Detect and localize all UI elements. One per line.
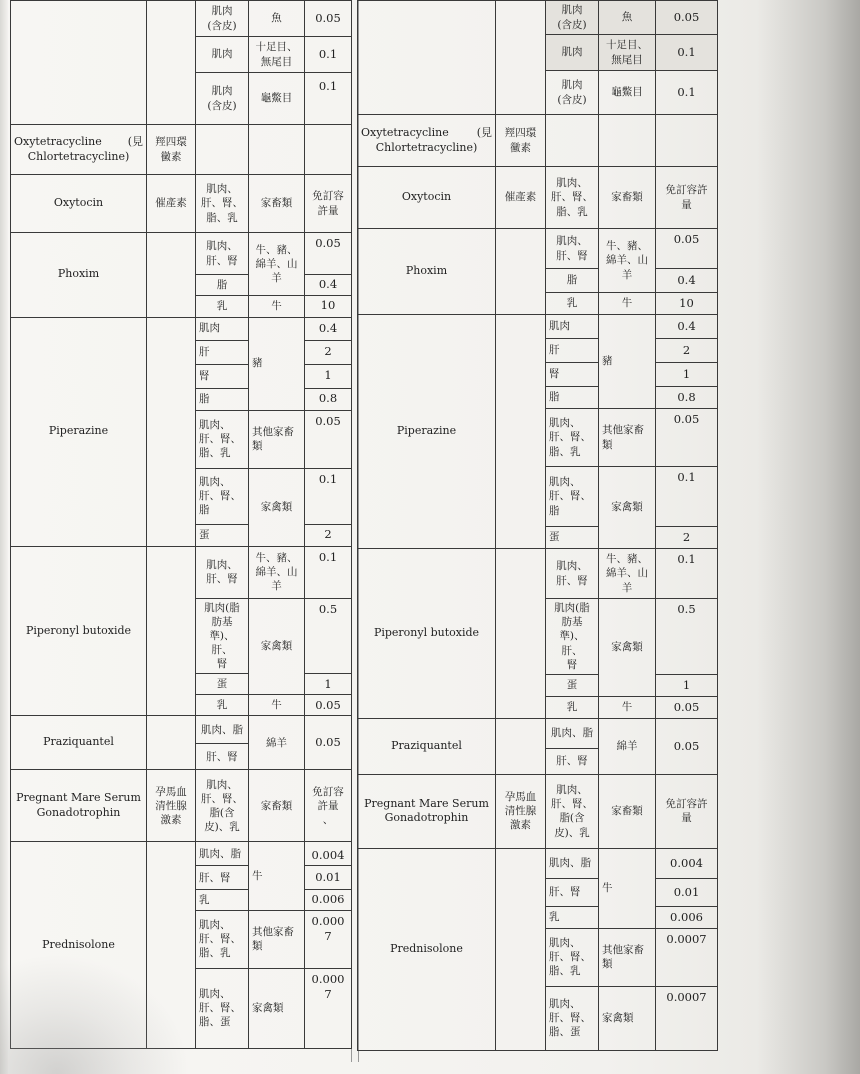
mrl-cell: 0.0007 bbox=[656, 986, 718, 1050]
cat-cell bbox=[496, 848, 546, 1050]
mrl-cell: 0.05 bbox=[656, 696, 718, 718]
animal-cell: 魚 bbox=[599, 1, 656, 35]
mrl-cell: 免訂容 許量 bbox=[305, 175, 352, 233]
mrl-cell: 0.1 bbox=[305, 468, 352, 524]
animal-cell: 家畜類 bbox=[599, 774, 656, 848]
mrl-cell: 2 bbox=[656, 527, 718, 549]
mrl-cell: 0.05 bbox=[305, 716, 352, 770]
mrl-cell: 0.4 bbox=[305, 275, 352, 296]
tissue-cell: 蛋 bbox=[546, 527, 599, 549]
drug-name-prednisolone: Prednisolone bbox=[358, 848, 496, 1050]
mrl-cell: 0.006 bbox=[656, 906, 718, 928]
drug-name-part: Chlortetracycline) bbox=[27, 149, 130, 163]
animal-cell: 家禽類 bbox=[599, 599, 656, 697]
animal-cell: 家禽類 bbox=[249, 968, 305, 1048]
tissue-cell: 肌肉、脂 bbox=[546, 848, 599, 878]
tissue-cell: 肌肉、脂 bbox=[196, 716, 249, 744]
cat-cell bbox=[147, 546, 196, 716]
mrl-cell: 免訂容許 量 bbox=[656, 167, 718, 229]
residue-table-left bbox=[10, 0, 352, 1049]
tissue-cell: 肌肉、 肝、腎、 脂、乳 bbox=[546, 409, 599, 467]
tissue-cell: 肌肉、 肝、腎、 脂 bbox=[546, 467, 599, 527]
animal-cell: 其他家畜 類 bbox=[249, 910, 305, 968]
tissue-cell: 肌肉 bbox=[546, 315, 599, 339]
mrl-cell: 10 bbox=[656, 293, 718, 315]
mrl-cell: 0.01 bbox=[656, 878, 718, 906]
mrl-cell: 0.1 bbox=[305, 73, 352, 125]
drug-name-part: (見 bbox=[127, 134, 143, 148]
drug-name-pmsg: Pregnant Mare Serum Gonadotrophin bbox=[358, 774, 496, 848]
mrl-cell: 10 bbox=[305, 295, 352, 317]
mrl-cell: 1 bbox=[305, 674, 352, 695]
tissue-cell bbox=[196, 125, 249, 175]
animal-cell: 牛 bbox=[249, 695, 305, 716]
tissue-cell: 肌肉 bbox=[196, 37, 249, 73]
cat-cell bbox=[496, 315, 546, 549]
cat-cell bbox=[496, 718, 546, 774]
animal-cell: 綿羊 bbox=[599, 718, 656, 774]
tissue-cell: 肌肉、 肝、腎、 脂、乳 bbox=[546, 167, 599, 229]
tissue-cell: 肌肉 (含皮) bbox=[196, 73, 249, 125]
drug-name-pmsg: Pregnant Mare Serum Gonadotrophin bbox=[11, 770, 147, 842]
animal-cell: 牛、豬、 綿羊、山 羊 bbox=[249, 546, 305, 598]
mrl-cell: 0.05 bbox=[305, 695, 352, 716]
tissue-cell: 乳 bbox=[546, 293, 599, 315]
mrl-cell: 0.05 bbox=[656, 229, 718, 269]
drug-name-prednisolone: Prednisolone bbox=[11, 842, 147, 1049]
animal-cell: 家禽類 bbox=[599, 467, 656, 549]
drug-name-oxytetracycline bbox=[358, 115, 496, 167]
mrl-cell: 0.004 bbox=[305, 842, 352, 866]
mrl-cell: 0.006 bbox=[305, 890, 352, 911]
mrl-cell: 1 bbox=[656, 674, 718, 696]
name-cell bbox=[358, 1, 496, 115]
mrl-cell: 免訂容 許量 、 bbox=[305, 770, 352, 842]
mrl-cell bbox=[305, 125, 352, 175]
drug-name-part: Oxytetracycline bbox=[361, 125, 449, 139]
animal-cell: 牛 bbox=[249, 295, 305, 317]
drug-category: 羥四環 黴素 bbox=[496, 115, 546, 167]
animal-cell: 豬 bbox=[249, 317, 305, 410]
tissue-cell: 乳 bbox=[196, 695, 249, 716]
mrl-cell: 0.1 bbox=[656, 549, 718, 599]
tissue-cell: 肌肉、 肝、腎、 脂(含 皮)、乳 bbox=[196, 770, 249, 842]
mrl-cell: 0.4 bbox=[656, 269, 718, 293]
tissue-cell: 肌肉(脂 肪基 準)、肝、 腎 bbox=[546, 599, 599, 675]
tissue-cell: 脂 bbox=[546, 387, 599, 409]
mrl-cell: 2 bbox=[305, 524, 352, 546]
mrl-cell: 0.1 bbox=[305, 546, 352, 598]
cat-cell bbox=[147, 233, 196, 318]
drug-name-phoxim: Phoxim bbox=[358, 229, 496, 315]
page-spine bbox=[0, 0, 8, 1074]
drug-name-part: Chlortetracycline) bbox=[375, 140, 478, 154]
animal-cell: 其他家畜 類 bbox=[599, 928, 656, 986]
tissue-cell: 肝、腎 bbox=[196, 744, 249, 770]
cat-cell bbox=[496, 229, 546, 315]
drug-name-piperazine: Piperazine bbox=[11, 317, 147, 546]
animal-cell: 牛 bbox=[249, 842, 305, 911]
mrl-cell: 0.0007 bbox=[305, 968, 352, 1048]
animal-cell: 魚 bbox=[249, 1, 305, 37]
animal-cell: 其他家畜 類 bbox=[599, 409, 656, 467]
animal-cell: 家畜類 bbox=[249, 770, 305, 842]
tissue-cell: 蛋 bbox=[196, 524, 249, 546]
mrl-cell: 0.05 bbox=[656, 1, 718, 35]
tissue-cell: 腎 bbox=[546, 363, 599, 387]
tissue-cell: 乳 bbox=[196, 295, 249, 317]
animal-cell: 綿羊 bbox=[249, 716, 305, 770]
mrl-cell: 0.01 bbox=[305, 866, 352, 890]
tissue-cell: 蛋 bbox=[196, 674, 249, 695]
mrl-cell bbox=[656, 115, 718, 167]
cat-cell bbox=[147, 842, 196, 1049]
mrl-cell: 2 bbox=[305, 340, 352, 364]
animal-cell: 牛、豬、 綿羊、山 羊 bbox=[599, 229, 656, 293]
tissue-cell: 乳 bbox=[546, 696, 599, 718]
animal-cell: 家禽類 bbox=[249, 598, 305, 695]
mrl-cell: 0.1 bbox=[656, 35, 718, 71]
mrl-cell: 1 bbox=[656, 363, 718, 387]
tissue-cell: 肌肉、脂 bbox=[546, 718, 599, 748]
mrl-cell: 0.05 bbox=[656, 718, 718, 774]
mrl-cell: 0.05 bbox=[305, 410, 352, 468]
mrl-cell: 0.0007 bbox=[656, 928, 718, 986]
tissue-cell: 肌肉 (含皮) bbox=[546, 1, 599, 35]
animal-cell: 十足目、 無尾目 bbox=[599, 35, 656, 71]
tissue-cell: 乳 bbox=[546, 906, 599, 928]
tissue-cell: 肌肉、 肝、腎、 脂 bbox=[196, 468, 249, 524]
mrl-cell: 1 bbox=[305, 364, 352, 388]
drug-category: 孕馬血 清性腺 激素 bbox=[147, 770, 196, 842]
animal-cell: 牛 bbox=[599, 848, 656, 928]
animal-cell: 牛 bbox=[599, 696, 656, 718]
drug-name-part: Oxytetracycline bbox=[14, 134, 102, 148]
animal-cell: 龜鱉目 bbox=[249, 73, 305, 125]
cat-cell bbox=[147, 716, 196, 770]
tissue-cell: 肌肉 bbox=[546, 35, 599, 71]
animal-cell: 牛、豬、 綿羊、山 羊 bbox=[599, 549, 656, 599]
drug-category: 催產素 bbox=[496, 167, 546, 229]
mrl-cell: 0.5 bbox=[305, 598, 352, 674]
tissue-cell: 脂 bbox=[546, 269, 599, 293]
mrl-cell: 0.1 bbox=[656, 71, 718, 115]
mrl-cell: 0.1 bbox=[305, 37, 352, 73]
tissue-cell: 肌肉、脂 bbox=[196, 842, 249, 866]
cat-cell bbox=[147, 317, 196, 546]
mrl-cell: 0.05 bbox=[305, 1, 352, 37]
tissue-cell: 肌肉 bbox=[196, 317, 249, 340]
cat-cell bbox=[496, 1, 546, 115]
mrl-cell: 0.05 bbox=[656, 409, 718, 467]
animal-cell: 家禽類 bbox=[249, 468, 305, 546]
animal-cell: 家禽類 bbox=[599, 986, 656, 1050]
cat-cell bbox=[496, 549, 546, 719]
tissue-cell: 肌肉、 肝、腎、 脂、乳 bbox=[196, 410, 249, 468]
mrl-cell: 0.8 bbox=[305, 388, 352, 410]
tissue-cell: 肝、腎 bbox=[196, 866, 249, 890]
tissue-cell: 肝、腎 bbox=[546, 748, 599, 774]
mrl-cell: 0.4 bbox=[656, 315, 718, 339]
tissue-cell: 腎 bbox=[196, 364, 249, 388]
tissue-cell: 肌肉、 肝、腎 bbox=[196, 233, 249, 275]
drug-name-oxytocin: Oxytocin bbox=[11, 175, 147, 233]
mrl-cell: 0.05 bbox=[305, 233, 352, 275]
tissue-cell bbox=[546, 115, 599, 167]
drug-category: 羥四環 黴素 bbox=[147, 125, 196, 175]
tissue-cell: 脂 bbox=[196, 388, 249, 410]
mrl-cell: 0.4 bbox=[305, 317, 352, 340]
drug-category: 孕馬血 清性腺 激素 bbox=[496, 774, 546, 848]
tissue-cell: 肌肉、 肝、腎 bbox=[546, 229, 599, 269]
animal-cell bbox=[249, 125, 305, 175]
drug-name-praziquantel: Praziquantel bbox=[358, 718, 496, 774]
mrl-cell: 0.5 bbox=[656, 599, 718, 675]
tissue-cell: 乳 bbox=[196, 890, 249, 911]
tissue-cell: 肌肉、 肝、腎、 脂(含 皮)、乳 bbox=[546, 774, 599, 848]
residue-table-right bbox=[357, 0, 718, 1051]
tissue-cell: 肝 bbox=[196, 340, 249, 364]
tissue-cell: 肝、腎 bbox=[546, 878, 599, 906]
tissue-cell: 肌肉、 肝、腎、 脂、乳 bbox=[196, 910, 249, 968]
tissue-cell: 肌肉 (含皮) bbox=[196, 1, 249, 37]
tissue-cell: 蛋 bbox=[546, 674, 599, 696]
mrl-cell: 0.004 bbox=[656, 848, 718, 878]
drug-category: 催產素 bbox=[147, 175, 196, 233]
tissue-cell: 肌肉、 肝、腎、 脂、乳 bbox=[546, 928, 599, 986]
drug-name-part: (見 bbox=[476, 125, 492, 139]
tissue-cell: 肌肉、 肝、腎 bbox=[546, 549, 599, 599]
animal-cell: 豬 bbox=[599, 315, 656, 409]
tissue-cell: 肌肉、 肝、腎 bbox=[196, 546, 249, 598]
drug-name-piperonyl-butoxide: Piperonyl butoxide bbox=[358, 549, 496, 719]
drug-name-praziquantel: Praziquantel bbox=[11, 716, 147, 770]
animal-cell: 家畜類 bbox=[249, 175, 305, 233]
animal-cell bbox=[599, 115, 656, 167]
tissue-cell: 肝 bbox=[546, 339, 599, 363]
drug-name-piperazine: Piperazine bbox=[358, 315, 496, 549]
drug-name-piperonyl-butoxide: Piperonyl butoxide bbox=[11, 546, 147, 716]
drug-name-oxytocin: Oxytocin bbox=[358, 167, 496, 229]
tissue-cell: 肌肉、 肝、腎、 脂、乳 bbox=[196, 175, 249, 233]
animal-cell: 十足目、 無尾目 bbox=[249, 37, 305, 73]
mrl-cell: 0.0007 bbox=[305, 910, 352, 968]
cat-cell bbox=[147, 1, 196, 125]
animal-cell: 家畜類 bbox=[599, 167, 656, 229]
animal-cell: 牛 bbox=[599, 293, 656, 315]
tissue-cell: 脂 bbox=[196, 275, 249, 296]
animal-cell: 其他家畜 類 bbox=[249, 410, 305, 468]
name-cell bbox=[11, 1, 147, 125]
animal-cell: 龜鱉目 bbox=[599, 71, 656, 115]
mrl-cell: 2 bbox=[656, 339, 718, 363]
mrl-cell: 0.8 bbox=[656, 387, 718, 409]
tissue-cell: 肌肉 (含皮) bbox=[546, 71, 599, 115]
drug-name-phoxim: Phoxim bbox=[11, 233, 147, 318]
mrl-cell: 免訂容許 量 bbox=[656, 774, 718, 848]
mrl-cell: 0.1 bbox=[656, 467, 718, 527]
animal-cell: 牛、豬、 綿羊、山 羊 bbox=[249, 233, 305, 296]
drug-name-oxytetracycline bbox=[11, 125, 147, 175]
tissue-cell: 肌肉、 肝、腎、 脂、蛋 bbox=[196, 968, 249, 1048]
tissue-cell: 肌肉(脂 肪基 準)、肝、 腎 bbox=[196, 598, 249, 674]
tissue-cell: 肌肉、 肝、腎、 脂、蛋 bbox=[546, 986, 599, 1050]
